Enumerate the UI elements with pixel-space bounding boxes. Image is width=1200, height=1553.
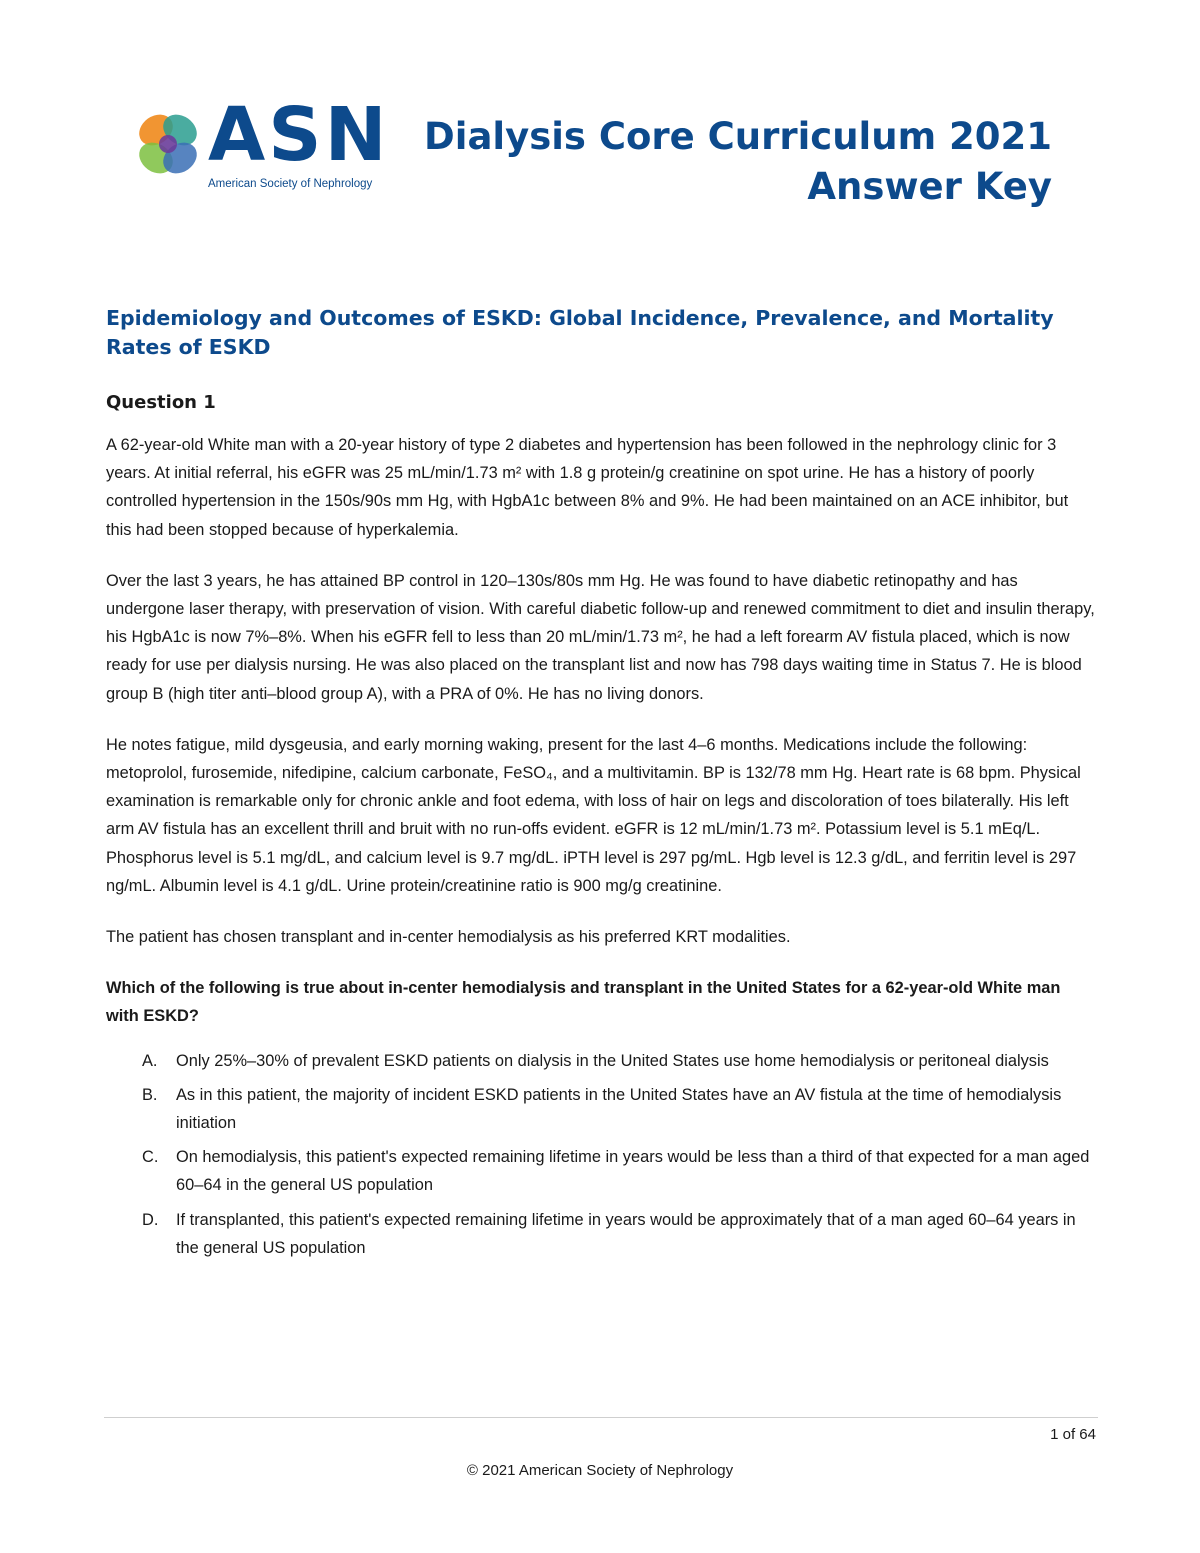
option-text: On hemodialysis, this patient's expected remaining lifetime in years would be less than a third of that expected for a man aged 60–64 in the general US population xyxy=(176,1148,1090,1195)
document-title-line1: Dialysis Core Curriculum 2021 xyxy=(424,115,1052,158)
logo-subtitle: American Society of Nephrology xyxy=(208,178,373,190)
option-letter: D. xyxy=(142,1210,159,1229)
answer-option-a xyxy=(106,1047,1096,1075)
answer-options xyxy=(106,1047,1096,1262)
answer-option-c xyxy=(106,1143,1096,1199)
asn-logo-mark-icon xyxy=(132,108,204,180)
answer-option-b xyxy=(106,1081,1096,1137)
section-title: Epidemiology and Outcomes of ESKD: Global Incidence, Prevalence, and Mortality Rates of ESKD xyxy=(106,306,1054,359)
option-letter: A. xyxy=(142,1051,158,1070)
case-paragraph-2: Over the last 3 years, he has attained BP control in 120–130s/80s mm Hg. He was found to have diabetic retinopathy and has undergone laser therapy, with preservation of vision. With careful diabetic follow-up and renewed commitment to diet and insulin therapy, his HgbA1c is now 7%–8%. When his eGFR fell to less than 20 mL/min/1.73 m², he had a left forearm AV fistula placed, which is now ready for use per dialysis nursing. He was also placed on the transplant list and now has 798 days waiting time in Status 7. He is blood group B (high titer anti–blood group A), with a PRA of 0%. He has no living donors. xyxy=(106,571,1095,703)
document-title-line2: Answer Key xyxy=(807,165,1052,208)
footer-divider xyxy=(104,1417,1098,1418)
option-letter: B. xyxy=(142,1085,158,1104)
copyright-notice: © 2021 American Society of Nephrology xyxy=(466,1462,734,1479)
asn-logo xyxy=(132,92,392,198)
question-title: Question 1 xyxy=(106,392,216,413)
option-letter: C. xyxy=(142,1148,159,1167)
document-title xyxy=(424,112,1052,212)
question-stem: Which of the following is true about in-center hemodialysis and transplant in the United States for a 62-year-old White man with ESKD? xyxy=(106,979,1061,1026)
logo-text: ASN xyxy=(208,92,390,178)
page-number: 1 of 64 xyxy=(1050,1426,1096,1443)
case-paragraph-1: A 62-year-old White man with a 20-year history of type 2 diabetes and hypertension has been followed in the nephrology clinic for 3 years. At initial referral, his eGFR was 25 mL/min/1.73 m² with 1.8 g protein/g creatinine on spot urine. He has a history of poorly controlled hypertension in the 150s/90s mm Hg, with HgbA1c between 8% and 9%. He had been maintained on an ACE inhibitor, but this had been stopped because of hyperkalemia. xyxy=(106,436,1069,539)
answer-option-d xyxy=(106,1206,1096,1262)
option-text: As in this patient, the majority of incident ESKD patients in the United States have an AV fistula at the time of hemodialysis initiation xyxy=(176,1085,1062,1133)
option-text: If transplanted, this patient's expected remaining lifetime in years would be approximately that of a man aged 60–64 years in the general US population xyxy=(176,1210,1076,1257)
main-content xyxy=(106,304,1096,1268)
case-paragraph-3: He notes fatigue, mild dysgeusia, and early morning waking, present for the last 4–6 months. Medications include the following: metoprolol, furosemide, nifedipine, calcium carbonate, FeSO₄, and a multivitamin. BP is 132/78 mm Hg. Heart rate is 68 bpm. Physical examination is remarkable only for chronic ankle and foot edema, with loss of hair on legs and discoloration of toes bilaterally. His left arm AV fistula has an excellent thrill and bruit with no run-offs evident. eGFR is 12 mL/min/1.73 m². Potassium level is 5.1 mEq/L. Phosphorus level is 5.1 mg/dL, and calcium level is 9.7 mg/dL. iPTH level is 297 pg/mL. Hgb level is 12.3 g/dL, and ferritin level is 297 ng/mL. Albumin level is 4.1 g/dL. Urine protein/creatinine ratio is 900 mg/g creatinine. xyxy=(106,735,1081,895)
case-paragraph-4: The patient has chosen transplant and in-center hemodialysis as his preferred KRT modalities. xyxy=(106,928,791,947)
option-text: Only 25%–30% of prevalent ESKD patients on dialysis in the United States use home hemodialysis or peritoneal dialysis xyxy=(176,1051,1049,1070)
